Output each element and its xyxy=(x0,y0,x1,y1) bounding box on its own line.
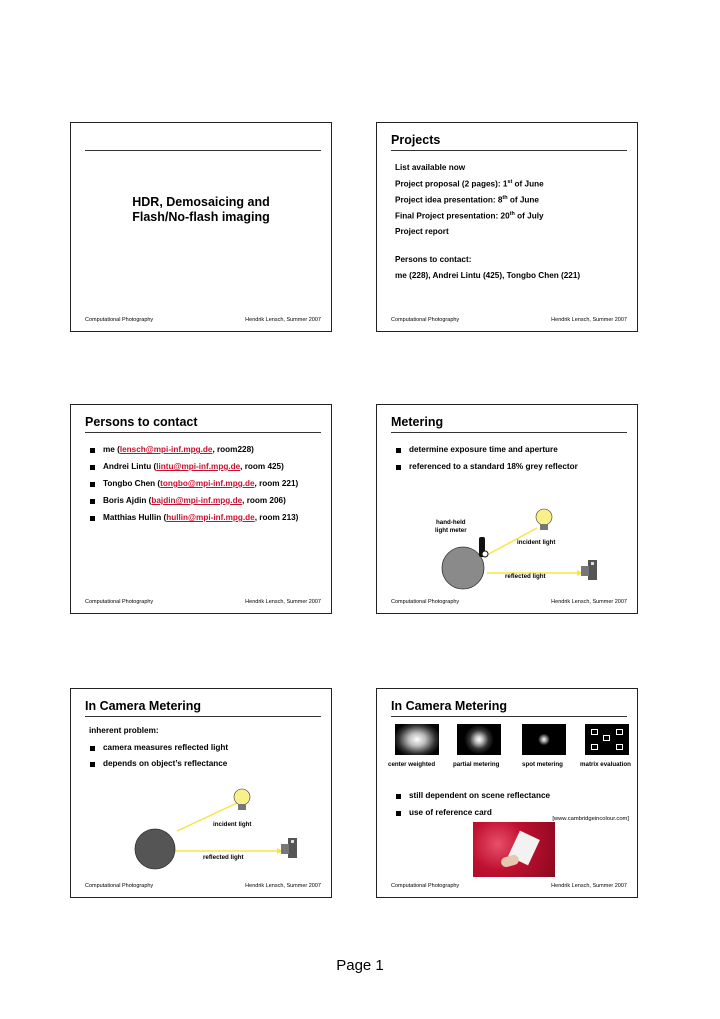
mode-label: center weighted xyxy=(388,761,436,768)
text-part: me ( xyxy=(103,445,120,454)
footer-left: Computational Photography xyxy=(85,599,154,605)
dark-object-ball xyxy=(135,829,175,869)
superscript: th xyxy=(509,211,515,217)
footer-left: Computational Photography xyxy=(391,599,460,605)
footer-left: Computational Photography xyxy=(85,883,154,889)
reflected-light-label: reflected light xyxy=(505,573,546,580)
list-item xyxy=(103,462,284,471)
camera-icon xyxy=(281,838,297,858)
footer-right: Hendrik Lensch, Summer 2007 xyxy=(245,599,321,605)
title-line-1: HDR, Demosaicing and xyxy=(132,195,270,209)
camera-icon xyxy=(581,560,597,580)
slide-heading: Persons to contact xyxy=(85,415,198,429)
slide-footer xyxy=(85,883,321,889)
slide-heading: Projects xyxy=(391,133,441,147)
incident-light-label: incident light xyxy=(517,539,556,546)
list-item: determine exposure time and aperture xyxy=(409,445,558,454)
email-link[interactable]: bajdin@mpi-inf.mpg.de xyxy=(151,496,243,505)
footer-left: Computational Photography xyxy=(85,317,154,323)
text-line: me (228), Andrei Lintu (425), Tongbo Chen (221) xyxy=(395,271,581,280)
text-part: , room228) xyxy=(212,445,254,454)
heading-rule xyxy=(391,716,627,717)
footer-right: Hendrik Lensch, Summer 2007 xyxy=(551,317,627,323)
slide-footer xyxy=(391,599,627,605)
text-part: Matthias Hullin ( xyxy=(103,513,167,522)
email-link[interactable]: tongbo@mpi-inf.mpg.de xyxy=(160,479,255,488)
text-line xyxy=(395,195,539,205)
partial-metering-thumbnail xyxy=(457,724,501,755)
text-line: List available now xyxy=(395,163,466,172)
title-rule xyxy=(85,150,321,151)
footer-right: Hendrik Lensch, Summer 2007 xyxy=(245,883,321,889)
text-part: , room 425) xyxy=(240,462,284,471)
footer-right: Hendrik Lensch, Summer 2007 xyxy=(551,599,627,605)
light-meter-sensor-icon xyxy=(482,551,488,557)
center-weighted-thumbnail xyxy=(395,724,439,755)
title-line-2: Flash/No-flash imaging xyxy=(132,210,270,224)
mode-label: spot metering xyxy=(522,761,563,768)
superscript: st xyxy=(507,179,513,185)
text-line xyxy=(395,179,544,189)
text-part: , room 221) xyxy=(254,479,299,488)
slide-footer xyxy=(391,317,627,323)
superscript: th xyxy=(502,195,508,201)
email-link[interactable]: lintu@mpi-inf.mpg.de xyxy=(156,462,241,471)
text-part: Tongbo Chen ( xyxy=(103,479,161,488)
mode-label: matrix evaluation xyxy=(580,761,631,768)
label-line: hand-held xyxy=(436,519,466,526)
light-meter-label xyxy=(435,519,467,535)
text-part: of June xyxy=(507,195,539,205)
footer-right: Hendrik Lensch, Summer 2007 xyxy=(551,883,627,889)
text-line: Project report xyxy=(395,227,449,236)
text-part: Boris Ajdin ( xyxy=(103,496,152,505)
slide-title-text xyxy=(71,195,331,225)
label-line: light meter xyxy=(435,527,467,534)
list-item: depends on object’s reflectance xyxy=(103,759,228,768)
slide-heading: Metering xyxy=(391,415,444,429)
light-bulb-icon xyxy=(234,789,250,810)
spot-metering-thumbnail xyxy=(522,724,566,755)
list-item: still dependent on scene reflectance xyxy=(409,791,551,800)
email-link[interactable]: hullin@mpi-inf.mpg.de xyxy=(166,513,255,522)
mode-label: partial metering xyxy=(453,761,500,768)
light-bulb-icon xyxy=(536,509,552,530)
slide-in-camera-metering-1 xyxy=(70,688,332,898)
heading-rule xyxy=(391,150,627,151)
list-item: use of reference card xyxy=(409,808,492,817)
image-credit: [www.cambridgeincolour.com] xyxy=(552,816,629,822)
text-part: , room 206) xyxy=(242,496,286,505)
slide-metering xyxy=(376,404,638,614)
slide-footer xyxy=(85,599,321,605)
slide-projects xyxy=(376,122,638,332)
slide-heading: In Camera Metering xyxy=(85,699,202,713)
slide-footer xyxy=(85,317,321,323)
list-item xyxy=(103,479,298,488)
text-part: Andrei Lintu ( xyxy=(103,462,157,471)
text-part: of July xyxy=(514,211,544,221)
text-part: Final Project presentation: 20 xyxy=(395,211,510,221)
email-link[interactable]: lensch@mpi-inf.mpg.de xyxy=(119,445,213,454)
matrix-evaluation-thumbnail xyxy=(585,724,629,755)
text-part: of June xyxy=(512,179,544,189)
text-part: , room 213) xyxy=(254,513,299,522)
footer-right: Hendrik Lensch, Summer 2007 xyxy=(245,317,321,323)
slide-in-camera-metering-2 xyxy=(376,688,638,898)
text-line: inherent problem: xyxy=(89,726,159,735)
list-item xyxy=(103,445,254,454)
list-item xyxy=(103,496,286,505)
incident-light-label: incident light xyxy=(213,821,252,828)
list-item: referenced to a standard 18% grey reflector xyxy=(409,462,578,471)
reflected-light-label: reflected light xyxy=(203,854,244,861)
text-part: Project proposal (2 pages): 1 xyxy=(395,179,508,189)
heading-rule xyxy=(85,716,321,717)
slide-footer xyxy=(391,883,627,889)
list-item: camera measures reflected light xyxy=(103,743,229,752)
list-item xyxy=(103,513,298,522)
grey-reflector-ball xyxy=(442,547,484,589)
footer-left: Computational Photography xyxy=(391,883,460,889)
page-number: Page 1 xyxy=(336,957,384,974)
slide-persons-to-contact xyxy=(70,404,332,614)
text-line: Persons to contact: xyxy=(395,255,472,264)
heading-rule xyxy=(391,432,627,433)
text-line xyxy=(395,211,544,221)
slide-heading: In Camera Metering xyxy=(391,699,508,713)
hand xyxy=(500,854,520,868)
heading-rule xyxy=(85,432,321,433)
text-part: Project idea presentation: 8 xyxy=(395,195,503,205)
footer-left: Computational Photography xyxy=(391,317,460,323)
reflectance-diagram xyxy=(71,785,333,875)
reference-card-photo xyxy=(473,822,555,877)
slide-title xyxy=(70,122,332,332)
